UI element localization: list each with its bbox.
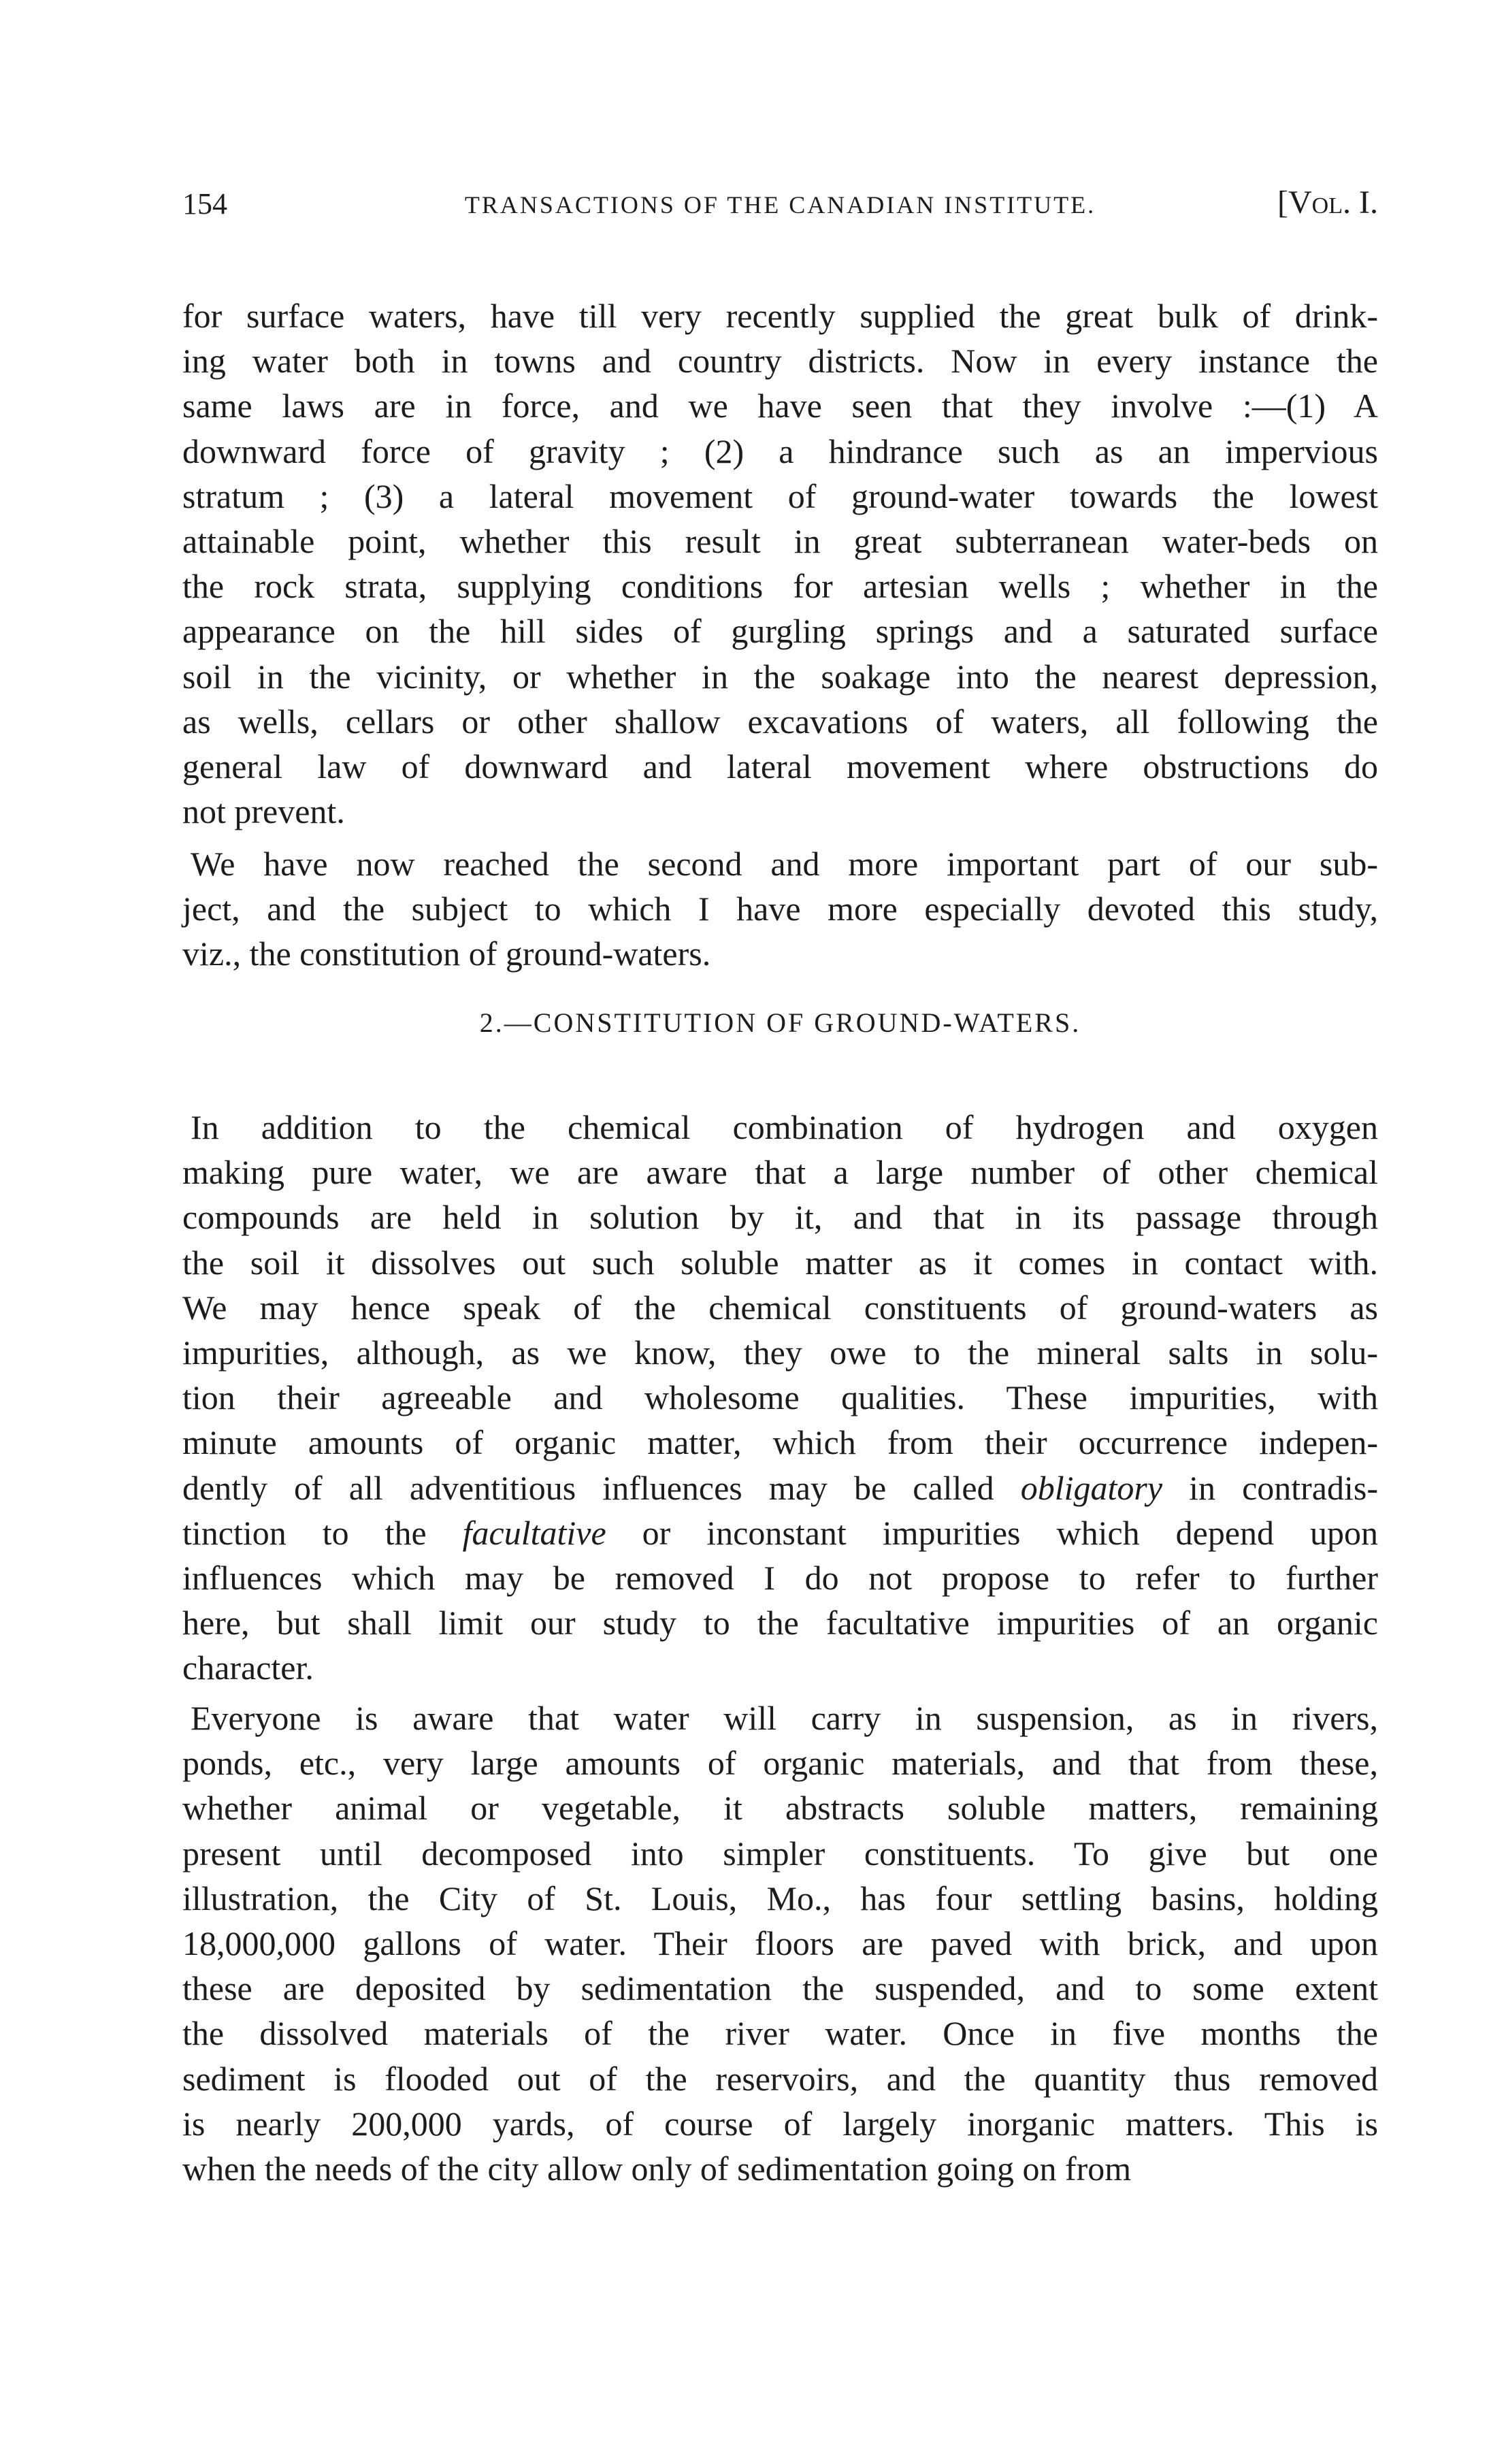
text-line: character. — [182, 1649, 314, 1687]
text-line: illustration, the City of St. Louis, Mo., has four settling basins, holding — [182, 1879, 1378, 1917]
text-line: general law of downward and lateral movement where obstructions do — [182, 747, 1378, 785]
text-line: present until decomposed into simpler constituents. To give but one — [182, 1834, 1378, 1873]
volume-label: [Vol. I. — [1277, 184, 1378, 221]
text-line: compounds are held in solution by it, and that in its passage through — [182, 1198, 1378, 1237]
text-line: these are deposited by sedimentation the suspended, and to some extent — [182, 1969, 1378, 2008]
text-segment: tinction to the — [182, 1513, 463, 1552]
running-header — [182, 184, 1378, 225]
text-line: not prevent. — [182, 792, 345, 831]
text-line: viz., the constitution of ground-waters. — [182, 935, 711, 973]
text-line: whether animal or vegetable, it abstracts soluble matters, remaining — [182, 1789, 1378, 1828]
text-line: for surface waters, have till very recently supplied the great bulk of drink- — [182, 297, 1378, 335]
italic-term: obligatory — [1020, 1468, 1163, 1507]
text-line: stratum ; (3) a lateral movement of ground-water towards the lowest — [182, 476, 1378, 515]
text-line — [182, 1465, 1378, 1510]
paragraph — [182, 1696, 1378, 2191]
text-line: In addition to the chemical combination of hydrogen and oxygen — [191, 1108, 1378, 1146]
text-line: is nearly 200,000 yards, of course of largely inorganic matters. This is — [182, 2104, 1378, 2143]
text-segment: in contradis- — [1162, 1468, 1378, 1507]
paragraph — [182, 293, 1378, 834]
paragraph — [182, 841, 1378, 977]
text-line: ject, and the subject to which I have more especially devoted this study, — [182, 890, 1378, 928]
paragraph — [182, 1105, 1378, 1690]
text-line: We may hence speak of the chemical constituents of ground-waters as — [182, 1288, 1378, 1327]
section-heading: 2.—CONSTITUTION OF GROUND-WATERS. — [479, 1007, 1081, 1038]
text-line: attainable point, whether this result in great subterranean water-beds on — [182, 521, 1378, 560]
text-line: tion their agreeable and wholesome qualities. These impurities, with — [182, 1378, 1378, 1417]
running-title: TRANSACTIONS OF THE CANADIAN INSTITUTE. — [464, 191, 1096, 218]
text-line: the rock strata, supplying conditions for artesian wells ; whether in the — [182, 567, 1378, 606]
text-line: sediment is flooded out of the reservoirs, and the quantity thus removed — [182, 2059, 1378, 2098]
text-line: ing water both in towns and country districts. Now in every instance the — [182, 342, 1378, 380]
text-line: same laws are in force, and we have seen that they involve :—(1) A — [182, 387, 1378, 425]
page-number: 154 — [182, 187, 227, 221]
text-line: here, but shall limit our study to the facultative impurities of an organic — [182, 1604, 1378, 1642]
text-line: the dissolved materials of the river water. Once in five months the — [182, 2014, 1378, 2053]
text-segment: or inconstant impurities which depend upon — [606, 1513, 1378, 1552]
text-segment: dently of all adventitious influences may be called — [182, 1468, 1021, 1507]
text-line: minute amounts of organic matter, which from their occurrence indepen- — [182, 1423, 1378, 1462]
text-line: making pure water, we are aware that a large number of other chemical — [182, 1153, 1378, 1192]
text-line: ponds, etc., very large amounts of organic materials, and that from these, — [182, 1744, 1378, 1783]
text-line: Everyone is aware that water will carry in suspension, as in rivers, — [191, 1699, 1378, 1737]
text-line — [182, 1510, 1378, 1555]
text-line: 18,000,000 gallons of water. Their floors are paved with brick, and upon — [182, 1924, 1378, 1962]
text-line: as wells, cellars or other shallow excavations of waters, all following the — [182, 702, 1378, 741]
text-line: when the needs of the city allow only of sedimentation going on from — [182, 2149, 1132, 2188]
text-line: soil in the vicinity, or whether in the soakage into the nearest depression, — [182, 657, 1378, 696]
text-line: influences which may be removed I do not propose to refer to further — [182, 1558, 1378, 1597]
italic-term: facultative — [462, 1513, 606, 1552]
text-line: downward force of gravity ; (2) a hindrance such as an impervious — [182, 432, 1378, 470]
text-line: impurities, although, as we know, they owe to the mineral salts in solu- — [182, 1333, 1378, 1372]
text-line: appearance on the hill sides of gurgling springs and a saturated surface — [182, 612, 1378, 651]
text-line: the soil it dissolves out such soluble matter as it comes in contact with. — [182, 1243, 1378, 1282]
text-line: We have now reached the second and more important part of our sub- — [191, 845, 1378, 883]
